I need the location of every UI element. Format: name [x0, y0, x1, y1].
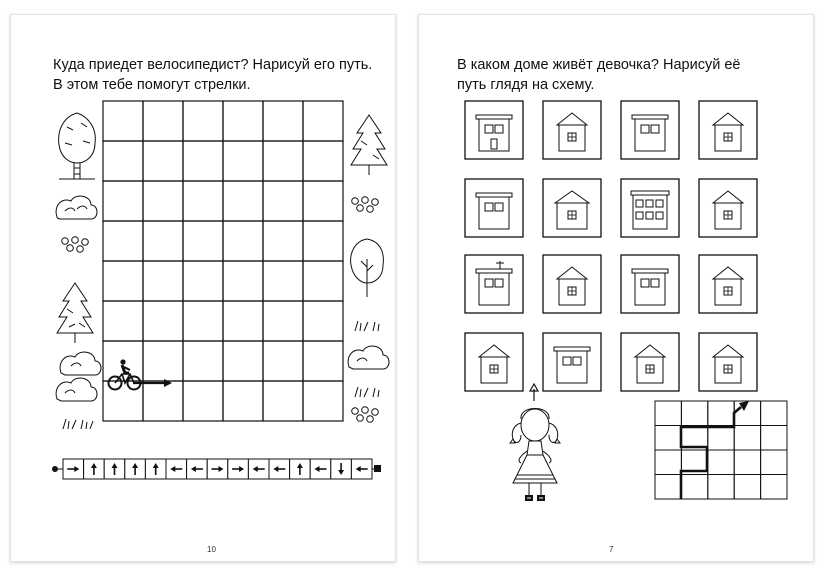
scheme-cell — [655, 450, 681, 475]
grid-cell[interactable] — [143, 181, 183, 221]
arrow-cell-left — [351, 459, 372, 479]
up-arrow-hint — [530, 384, 538, 401]
pine-tree-icon — [351, 115, 387, 175]
grid-cell[interactable] — [223, 221, 263, 261]
scheme-cell — [708, 475, 734, 500]
house-card[interactable] — [621, 101, 679, 159]
grid-cell[interactable] — [263, 381, 303, 421]
arrow-cell-right — [63, 459, 84, 479]
grid-cell[interactable] — [183, 181, 223, 221]
scheme-cell — [761, 401, 787, 426]
scheme-cell — [734, 401, 760, 426]
grid-cell[interactable] — [143, 301, 183, 341]
grid-cell[interactable] — [103, 181, 143, 221]
right-illustration — [419, 15, 815, 563]
grass-icon — [355, 321, 379, 331]
grid-cell[interactable] — [223, 181, 263, 221]
arrow-cell-right — [228, 459, 249, 479]
scheme-cell — [681, 475, 707, 500]
cyclist-grid[interactable] — [103, 101, 343, 421]
grid-cell[interactable] — [183, 141, 223, 181]
scheme-cell — [734, 450, 760, 475]
flowers-icon — [352, 197, 379, 213]
arrow-cell-up — [84, 459, 105, 479]
scheme-cell — [708, 426, 734, 451]
grid-cell[interactable] — [103, 221, 143, 261]
bush-icon — [348, 346, 389, 369]
right-task-line-2: путь глядя на схему. — [457, 77, 595, 93]
grid-cell[interactable] — [143, 221, 183, 261]
left-page — [10, 14, 396, 562]
grid-cell[interactable] — [303, 301, 343, 341]
right-page-number: 7 — [609, 545, 614, 554]
house-card[interactable] — [465, 333, 523, 391]
grid-cell[interactable] — [183, 301, 223, 341]
arrow-cell-left — [166, 459, 187, 479]
arrow-cell-up — [125, 459, 146, 479]
grid-cell[interactable] — [223, 101, 263, 141]
grid-cell[interactable] — [183, 381, 223, 421]
strip-end-square — [374, 465, 381, 472]
house-card[interactable] — [699, 101, 757, 159]
arrow-cell-left — [248, 459, 269, 479]
grid-cell[interactable] — [223, 261, 263, 301]
house-card[interactable] — [465, 101, 523, 159]
scheme-cell — [708, 401, 734, 426]
scheme-cell — [761, 450, 787, 475]
house-card[interactable] — [699, 179, 757, 237]
grid-cell[interactable] — [263, 221, 303, 261]
grid-cell[interactable] — [303, 181, 343, 221]
grid-cell[interactable] — [143, 261, 183, 301]
bush-icon — [56, 378, 97, 401]
grid-cell[interactable] — [183, 341, 223, 381]
birch-tree-icon — [59, 113, 96, 179]
grid-cell[interactable] — [263, 261, 303, 301]
house-card[interactable] — [543, 333, 601, 391]
scheme-cell — [655, 401, 681, 426]
arrow-cell-up — [290, 459, 311, 479]
grid-cell[interactable] — [103, 101, 143, 141]
arrow-cell-up — [145, 459, 166, 479]
grass-icon — [355, 387, 379, 397]
scheme-cell — [734, 426, 760, 451]
scheme-cell — [734, 475, 760, 500]
grid-cell[interactable] — [143, 341, 183, 381]
pine-tree-icon — [57, 283, 93, 343]
grid-cell[interactable] — [143, 381, 183, 421]
girl-icon — [510, 409, 560, 502]
arrow-cell-left — [187, 459, 208, 479]
grid-cell[interactable] — [183, 101, 223, 141]
bush-icon — [60, 352, 101, 375]
grid-cell[interactable] — [103, 301, 143, 341]
grid-cell[interactable] — [143, 101, 183, 141]
leafy-tree-icon — [351, 239, 384, 297]
grid-cell[interactable] — [183, 221, 223, 261]
grid-cell[interactable] — [263, 141, 303, 181]
arrow-cell-up — [104, 459, 125, 479]
scheme-cell — [761, 426, 787, 451]
arrow-strip — [52, 459, 381, 479]
house-card[interactable] — [699, 333, 757, 391]
arrow-cell-down — [331, 459, 352, 479]
grid-cell[interactable] — [263, 101, 303, 141]
grid-cell[interactable] — [103, 141, 143, 181]
scheme-cell — [708, 450, 734, 475]
flowers-icon — [62, 237, 89, 253]
grid-cell[interactable] — [103, 261, 143, 301]
scheme-cell — [681, 401, 707, 426]
grid-cell[interactable] — [303, 261, 343, 301]
grid-cell[interactable] — [143, 141, 183, 181]
flowers-icon — [352, 407, 379, 423]
grid-cell[interactable] — [303, 381, 343, 421]
house-card[interactable] — [465, 255, 523, 313]
grid-cell[interactable] — [303, 341, 343, 381]
house-card[interactable] — [465, 179, 523, 237]
grid-cell[interactable] — [223, 341, 263, 381]
grid-cell[interactable] — [223, 141, 263, 181]
right-task-line-1: В каком доме живёт девочка? Нарисуй её — [457, 57, 741, 73]
scheme-cell — [655, 426, 681, 451]
grid-cell[interactable] — [223, 381, 263, 421]
grass-icon — [63, 419, 93, 429]
grid-cell[interactable] — [263, 301, 303, 341]
house-card[interactable] — [621, 333, 679, 391]
house-card[interactable] — [621, 179, 679, 237]
scheme-grid — [655, 401, 787, 499]
grid-cell[interactable] — [263, 181, 303, 221]
house-card[interactable] — [699, 255, 757, 313]
strip-start-dot — [52, 466, 58, 472]
house-card[interactable] — [543, 179, 601, 237]
house-card[interactable] — [621, 255, 679, 313]
grid-cell[interactable] — [263, 341, 303, 381]
grid-cell[interactable] — [303, 101, 343, 141]
cyclist-icon — [109, 359, 141, 389]
right-page — [418, 14, 814, 562]
scheme-cell — [655, 475, 681, 500]
arrow-cell-right — [207, 459, 228, 479]
arrow-cell-left — [310, 459, 331, 479]
house-card[interactable] — [543, 255, 601, 313]
scheme-cell — [761, 475, 787, 500]
grid-cell[interactable] — [183, 261, 223, 301]
left-task-line-1: Куда приедет велосипедист? Нарисуй его путь. — [53, 57, 373, 73]
grid-cell[interactable] — [303, 141, 343, 181]
left-task-line-2: В этом тебе помогут стрелки. — [53, 77, 251, 93]
grid-cell[interactable] — [223, 301, 263, 341]
grid-cell[interactable] — [303, 221, 343, 261]
arrow-cell-left — [269, 459, 290, 479]
left-page-number: 10 — [207, 545, 216, 554]
bush-icon — [56, 196, 97, 219]
house-card[interactable] — [543, 101, 601, 159]
left-illustration — [11, 15, 397, 563]
